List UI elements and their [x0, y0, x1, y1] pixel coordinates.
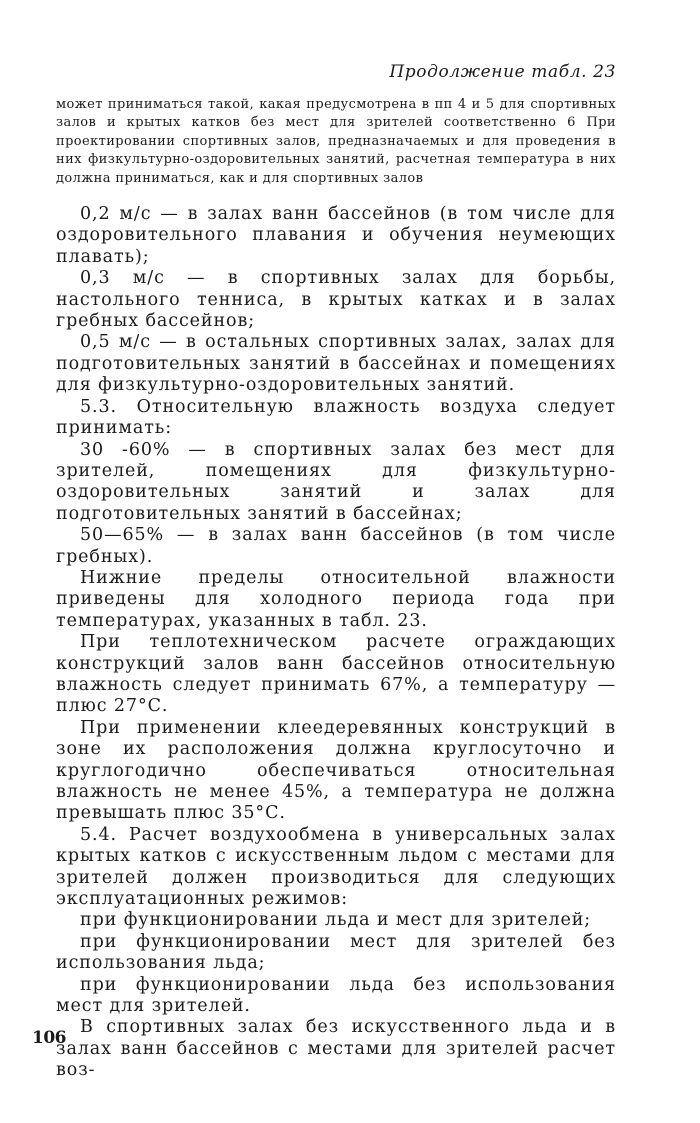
paragraph: 50—65% — в залах ванн бассейнов (в том числе гребных). — [56, 525, 616, 567]
paragraph: 0,2 м/с — в залах ванн бассейнов (в том числе для оздоровительного плавания и обучения неумеющих плавать); — [56, 204, 616, 267]
table-footnote: может приниматься такой, какая предусмотрена в пп 4 и 5 для спортивных залов и крытых катков без мест для зрителей соответственно 6 При проектировании спортивных залов, предназначаемых и для проведения в них физкультурно-оздоровительных занятий, расчетная температура в них должна приниматься, как и для спортивных залов — [56, 97, 616, 186]
body-text — [56, 204, 616, 1082]
paragraph: При теплотехническом расчете ограждающих конструкций залов ванн бассейнов относительную влажность следует принимать 67%, а температуру — плюс 27°С. — [56, 632, 616, 717]
paragraph: при функционировании льда без использования мест для зрителей. — [56, 974, 616, 1017]
book-page — [56, 60, 616, 1082]
section-5-3-paragraph: 5.3. Относительную влажность воздуха следует принимать: — [56, 396, 616, 439]
section-5-4-paragraph: 5.4. Расчет воздухообмена в универсальных залах крытых катков с искусственным льдом с местами для зрителей должен производиться для следующих эксплуатационных режимов: — [56, 824, 616, 910]
paragraph: Нижние пределы относительной влажности приведены для холодного периода года при температурах, указанных в табл. 23. — [56, 567, 616, 631]
paragraph: 0,5 м/с — в остальных спортивных залах, залах для подготовительных занятий в бассейнах и помещениях для физкультурно-оздоровительных занятий. — [56, 332, 616, 396]
paragraph: при функционировании льда и мест для зрителей; — [80, 910, 592, 931]
paragraph: 0,3 м/с — в спортивных залах для борьбы, настольного тенниса, в крытых катках и в залах гребных бассейнов; — [56, 268, 616, 332]
running-head: Продолжение табл. 23 — [389, 62, 616, 82]
paragraph: 30 -60% — в спортивных залах без мест для зрителей, помещениях для физкультурно-оздоровительных занятий и залах для подготовительных занятий в бассейнах; — [56, 439, 616, 524]
paragraph: при функционировании мест для зрителей без использования льда; — [56, 931, 616, 974]
paragraph: При применении клеедеревянных конструкций в зоне их расположения должна круглосуточно и круглогодично обеспечиваться относительная влажность не менее 45%, а температура не должна превышать плюс 35°С. — [56, 717, 616, 824]
page-number: 106 — [32, 1028, 66, 1048]
paragraph: В спортивных залах без искусственного льда и в залах ванн бассейнов с местами для зрителей расчет воз- — [56, 1017, 616, 1081]
